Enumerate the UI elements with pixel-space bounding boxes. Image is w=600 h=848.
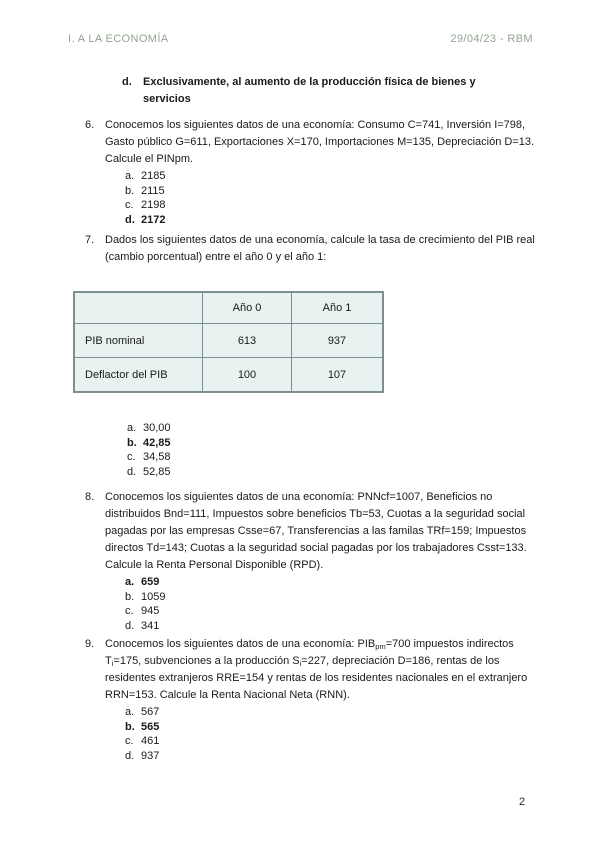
table-row-deflactor — [74, 358, 383, 393]
option-value: 659 — [141, 576, 160, 588]
option-value: 2115 — [141, 184, 165, 197]
option-row — [125, 198, 540, 213]
question-number: 8. — [85, 491, 95, 503]
question-body — [105, 117, 540, 227]
option-letter: c. — [127, 451, 136, 463]
question-text: Conocemos los siguientes datos de una economía: PNNcf=1007, Beneficios no distribuidos Bnd=111, Impuestos sobre beneficios Tb=53, Cuotas a la seguridad social pagadas por las empresas Csse=67, Transferencias a las familas TRf=159; Impuestos directos Td=143; Cuotas a la seguridad social pagadas por los trabajadores Csst=133. Calcule la Renta Personal Disponible (RPD). — [105, 491, 527, 571]
option-row — [127, 436, 171, 451]
question-text — [105, 636, 540, 704]
question-9 — [85, 636, 540, 763]
table-col-header-ano1: Año 1 — [292, 292, 384, 324]
table-cell: 613 — [203, 324, 292, 358]
option-letter: a. — [125, 170, 135, 182]
option-row — [125, 575, 540, 590]
option-row — [125, 619, 540, 634]
text-segment: =700 impuestos indirectos T — [105, 638, 514, 667]
option-letter: a. — [127, 422, 137, 434]
table-col-header-ano0: Año 0 — [203, 292, 292, 324]
option-value: 34,58 — [143, 451, 171, 463]
question-text: Dados los siguientes datos de una economía, calcule la tasa de crecimiento del PIB real (cambio porcentual) entre el año 0 y el año 1: — [105, 234, 535, 263]
option-row — [125, 590, 540, 605]
option-row — [125, 213, 540, 228]
pib-data-table — [73, 291, 384, 393]
question-body — [105, 232, 540, 266]
option-row — [127, 421, 171, 436]
question-7-options — [127, 421, 171, 479]
question-text: Conocemos los siguientes datos de una economía: Consumo C=741, Inversión I=798, Gasto público G=611, Exportaciones X=170, Importaciones M=135, Depreciación D=13. Calcule el PINpm. — [105, 119, 535, 165]
option-letter: d. — [125, 619, 135, 632]
option-value: 30,00 — [143, 422, 171, 434]
text-segment: =175, subvenciones a la producción S — [113, 655, 300, 667]
option-letter: b. — [125, 184, 135, 197]
option-value: 567 — [141, 706, 160, 718]
table-cell: 937 — [292, 324, 384, 358]
option-letter: b. — [127, 436, 137, 449]
option-row — [125, 604, 540, 619]
option-letter: b. — [125, 590, 135, 603]
text-segment: =227, depreciación D=186, rentas de los residentes extranjeros RRE=154 y rentas de los residentes nacionales en el extranjero RRN=153. Calcule la Renta Nacional Neta (RNN). — [105, 655, 528, 701]
option-letter: c. — [125, 199, 134, 211]
header-course-title: I. A LA ECONOMÍA — [68, 33, 169, 45]
options-list — [125, 705, 540, 763]
option-letter: b. — [125, 720, 135, 733]
option-letter: a. — [125, 706, 135, 718]
option-value: 461 — [141, 735, 160, 747]
option-value: 945 — [141, 605, 160, 617]
table-corner-cell — [74, 292, 203, 324]
option-letter: d. — [127, 465, 137, 478]
subscript: i — [111, 659, 114, 668]
option-letter: d. — [125, 213, 135, 226]
table-cell: 100 — [203, 358, 292, 393]
options-list — [125, 575, 540, 633]
option-value: 2185 — [141, 170, 166, 182]
question-number: 9. — [85, 638, 95, 650]
row-label: PIB nominal — [74, 324, 203, 358]
question-number: 6. — [85, 119, 95, 131]
option-row — [125, 720, 540, 735]
option-row — [125, 184, 540, 199]
option-text: Exclusivamente, al aumento de la producción física de bienes y servicios — [143, 76, 476, 105]
option-value: 1059 — [141, 590, 166, 603]
page-number: 2 — [519, 796, 526, 808]
option-letter: c. — [125, 605, 134, 617]
option-value: 565 — [141, 720, 160, 733]
option-value: 937 — [141, 749, 160, 762]
option-row — [127, 450, 171, 465]
carryover-option-d — [122, 74, 524, 108]
subscript: pm — [375, 642, 386, 651]
options-list — [125, 169, 540, 227]
question-7 — [85, 232, 540, 266]
question-6 — [85, 117, 540, 227]
option-letter: a. — [125, 576, 135, 588]
option-row — [125, 734, 540, 749]
row-label: Deflactor del PIB — [74, 358, 203, 393]
option-letter: d. — [125, 749, 135, 762]
table-row-pib-nominal — [74, 324, 383, 358]
option-letter: c. — [125, 735, 134, 747]
option-row — [125, 749, 540, 764]
table-cell: 107 — [292, 358, 384, 393]
question-body — [105, 489, 540, 633]
option-letter: d. — [122, 76, 132, 88]
option-value: 341 — [141, 619, 160, 632]
text-segment: Conocemos los siguientes datos de una economía: PIB — [105, 638, 376, 650]
question-number: 7. — [85, 234, 95, 246]
option-value: 2198 — [141, 199, 166, 211]
option-row — [127, 465, 171, 480]
question-body — [105, 636, 540, 763]
subscript: i — [299, 659, 302, 668]
question-8 — [85, 489, 540, 633]
page-header — [68, 33, 533, 45]
header-date-author: 29/04/23 - RBM — [450, 33, 533, 45]
option-row — [125, 705, 540, 720]
option-value: 2172 — [141, 213, 166, 226]
option-row — [125, 169, 540, 184]
option-value: 42,85 — [143, 436, 171, 449]
option-value: 52,85 — [143, 465, 171, 478]
table-header-row — [74, 292, 383, 324]
